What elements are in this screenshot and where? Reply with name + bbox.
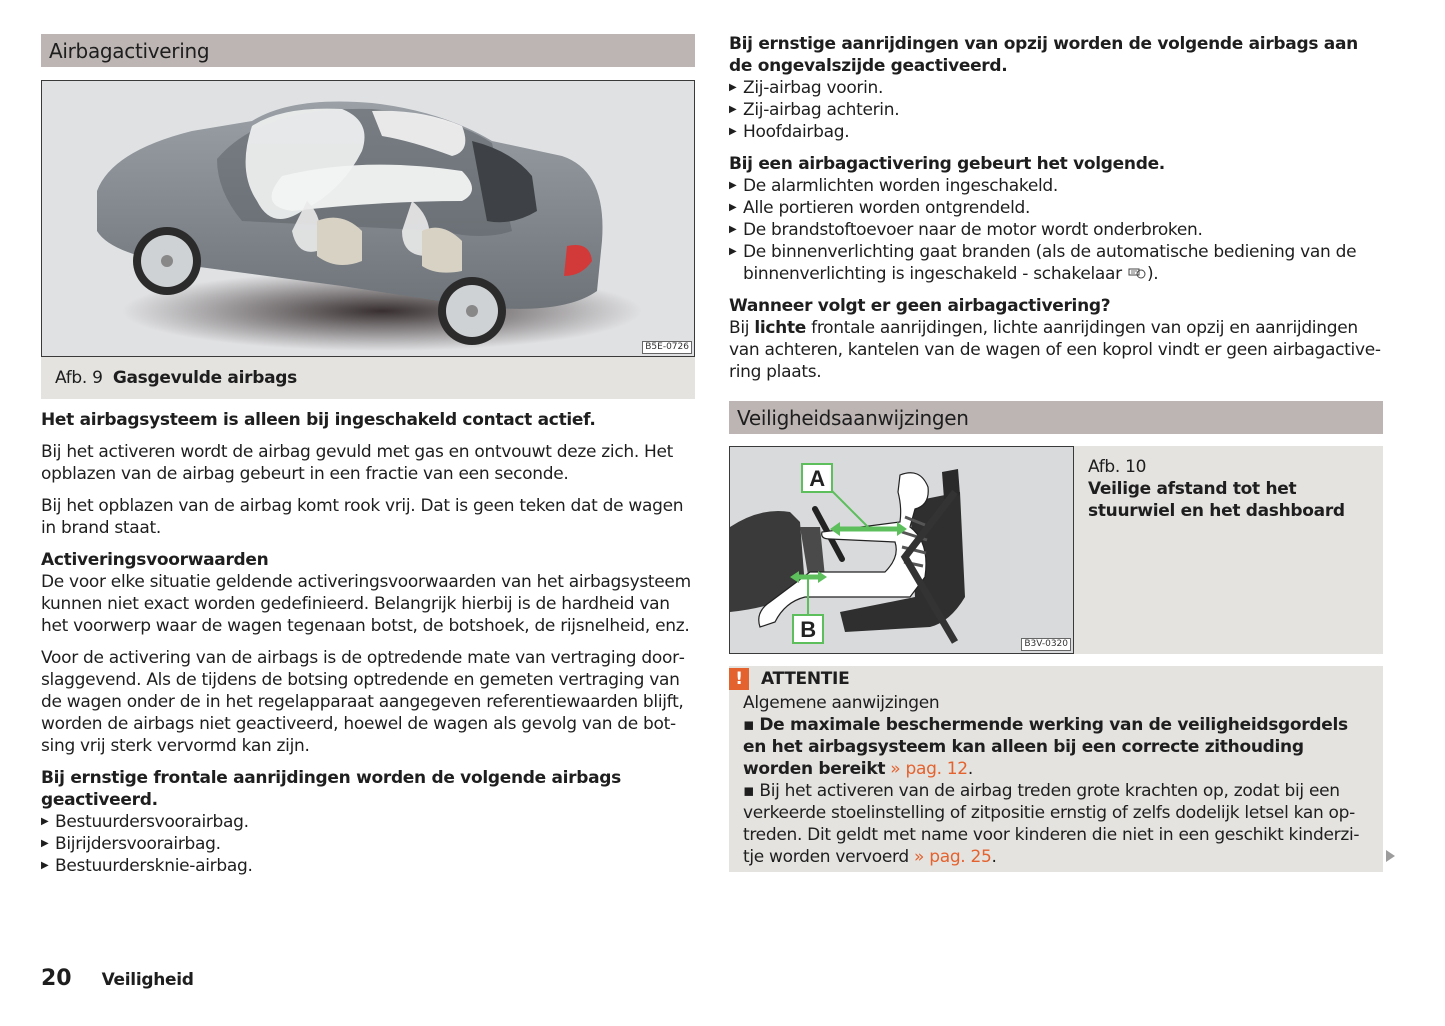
page-link-12[interactable]: » pag. 12 [890, 759, 968, 779]
list-item: ▶ De brandstoftoevoer naar de motor wordt onderbroken. [729, 220, 1203, 240]
figure-title: Gasgevulde airbags [112, 368, 297, 388]
no-activation-block [729, 295, 1383, 383]
list-item: ▶ Zij-airbag voorin. [729, 78, 884, 98]
no-activation-text: Bij lichte frontale aanrijdingen, lichte aanrijdingen van opzij en aanrijdingen van achteren, kantelen van de wagen of een koprol vindt er geen airbagactivering plaats. [729, 318, 1382, 382]
figure-label: Afb. 10 [1088, 457, 1147, 477]
label-a-box [802, 464, 832, 492]
warning-exclamation-icon: ! [729, 668, 749, 690]
page-link-25[interactable]: » pag. 25 [914, 847, 992, 867]
page-footer [41, 968, 194, 991]
bullet-triangle-icon: ▶ [41, 838, 49, 849]
side-heading: Bij ernstige aanrijdingen van opzij worden de volgende airbags aan de ongevalszijde geactiveerd. [729, 34, 1358, 76]
list-item: ▶ Hoofdairbag. [729, 122, 850, 142]
figure-9-airbags-car [41, 80, 695, 357]
activation-heading: Bij een airbagactivering gebeurt het volgende. [729, 154, 1165, 174]
figure-code: B3V-0320 [1021, 638, 1071, 651]
svg-text:A: A [809, 466, 825, 491]
conditions-text: De voor elke situatie geldende activeringsvoorwaarden van het airbagsysteem kunnen niet exact worden gedefinieerd. Belangrijk hierbij is de hardheid van het voorwerp waar de wagen tegenaan botst, de botshoek, de rijsnelheid, enz. [41, 572, 691, 636]
list-item: ▶ De binnenverlichting gaat branden (als de automatische bediening van de binnenverlichting is ingeschakeld - schakelaar ). [729, 242, 1357, 284]
square-bullet-icon: ▪ [743, 781, 755, 801]
rear-wheel [438, 277, 506, 345]
figure-9-caption [41, 357, 695, 399]
label-b-box [793, 615, 823, 643]
frontal-block [41, 767, 695, 877]
warning-subtitle: Algemene aanwijzingen [743, 693, 940, 713]
bullet-triangle-icon: ▶ [729, 224, 737, 235]
warning-item-1: ▪ De maximale beschermende werking van de veiligheidsgordels en het airbagsysteem kan alleen bij een correcte zithouding worden bereikt » pag. 12. [743, 715, 1348, 779]
figure-10-row [729, 446, 1383, 654]
warning-item-2: ▪ Bij het activeren van de airbag treden grote krachten op, zodat bij een verkeerde stoelinstelling of zitpositie ernstig of zelfs dodelijk letsel kan optreden. Dit geldt met name voor kinderen die niet in een geschikt kinderzitje worden vervoerd » pag. 25. [743, 781, 1360, 867]
intro-bold-text: Het airbagsysteem is alleen bij ingeschakeld contact actief. [41, 410, 596, 430]
conditions-block [41, 549, 695, 637]
car-airbag-illustration [42, 81, 695, 357]
list-item: ▶ Bestuurdersvoorairbag. [41, 812, 249, 832]
interior-light-switch-icon [1127, 266, 1147, 280]
right-column [729, 33, 1383, 872]
figure-label: Afb. 9 [55, 368, 103, 388]
paragraph-1: Bij het activeren wordt de airbag gevuld met gas en ontvouwt deze zich. Het opblazen van de airbag gebeurt in een fractie van een seconde. [41, 442, 674, 484]
front-wheel [133, 227, 201, 295]
warning-header [729, 666, 1369, 692]
continue-arrow-icon [1386, 850, 1395, 862]
frontal-heading: Bij ernstige frontale aanrijdingen worden de volgende airbags geactiveerd. [41, 768, 621, 810]
section-title-airbagactivering: Airbagactivering [41, 34, 695, 67]
driver-distance-illustration [730, 447, 1074, 654]
activation-block [729, 153, 1383, 285]
list-item: ▶ Bestuurdersknie-airbag. [41, 856, 253, 876]
figure-code: B5E-0726 [642, 341, 692, 354]
chapter-title: Veiligheid [101, 970, 194, 990]
list-item: ▶ Alle portieren worden ontgrendeld. [729, 198, 1031, 218]
bullet-triangle-icon: ▶ [729, 246, 737, 257]
warning-box [729, 666, 1383, 872]
conditions-heading: Activeringsvoorwaarden [41, 550, 269, 570]
paragraph-3: Voor de activering van de airbags is de optredende mate van vertraging doorslaggevend. Als de tijdens de botsing optredende en gemeten vertraging van de wagen onder de in het regelapparaat aangegeven referentiewaarden blijft, worden de airbags niet geactiveerd, hoewel de wagen als gevolg van de botsing vrij sterk vervormd kan zijn. [41, 648, 685, 756]
bullet-triangle-icon: ▶ [729, 126, 737, 137]
bullet-triangle-icon: ▶ [41, 860, 49, 871]
page-number: 20 [41, 966, 72, 991]
distance-arrow-a [830, 491, 907, 536]
left-column [41, 0, 695, 877]
figure-10-seating-position [729, 446, 1074, 654]
section-title-veiligheidsaanwijzingen: Veiligheidsaanwijzingen [729, 401, 1383, 434]
bullet-triangle-icon: ▶ [729, 202, 737, 213]
bullet-triangle-icon: ▶ [729, 180, 737, 191]
side-impact-block [729, 33, 1383, 143]
list-item: ▶ Zij-airbag achterin. [729, 100, 900, 120]
bullet-triangle-icon: ▶ [729, 104, 737, 115]
no-activation-heading: Wanneer volgt er geen airbagactivering? [729, 296, 1111, 316]
bullet-triangle-icon: ▶ [41, 816, 49, 827]
figure-title: Veilige afstand tot het stuurwiel en het dashboard [1088, 479, 1345, 521]
list-item: ▶ De alarmlichten worden ingeschakeld. [729, 176, 1059, 196]
paragraph-2: Bij het opblazen van de airbag komt rook vrij. Dat is geen teken dat de wagen in brand staat. [41, 496, 684, 538]
square-bullet-icon: ▪ [743, 715, 755, 735]
figure-10-caption [1074, 446, 1383, 654]
svg-text:B: B [800, 617, 816, 642]
bullet-triangle-icon: ▶ [729, 82, 737, 93]
list-item: ▶ Bijrijdersvoorairbag. [41, 834, 221, 854]
warning-title: ATTENTIE [761, 669, 850, 689]
